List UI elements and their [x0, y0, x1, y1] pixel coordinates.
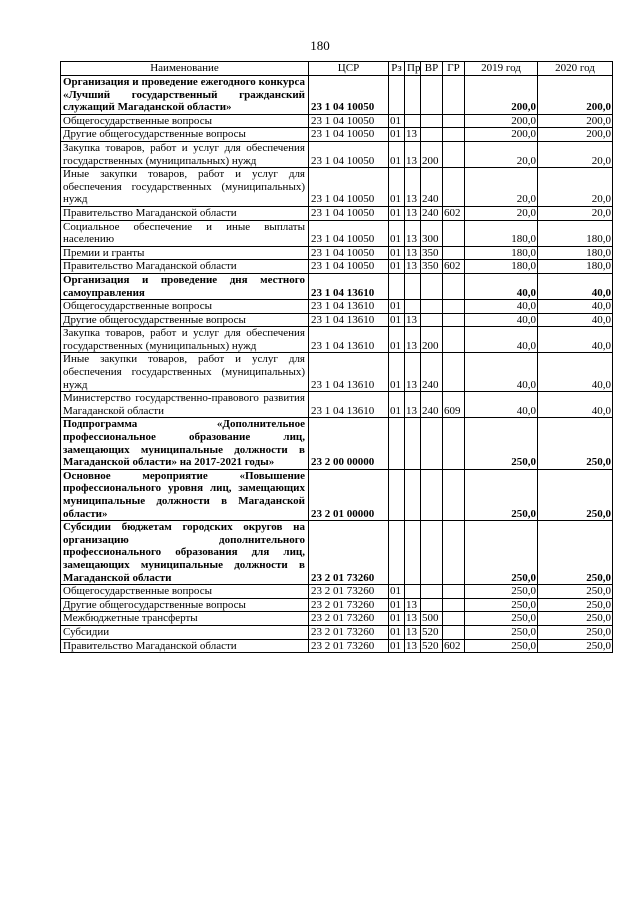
row-rz: 01	[389, 327, 405, 353]
row-2020: 40,0	[538, 353, 613, 392]
row-rz: 01	[389, 353, 405, 392]
table-row	[61, 313, 613, 327]
row-rz: 01	[389, 260, 405, 274]
table-row	[61, 168, 613, 207]
row-vr	[421, 300, 443, 314]
row-vr	[421, 598, 443, 612]
row-pr: 13	[405, 168, 421, 207]
table-row	[61, 469, 613, 520]
row-2020: 250,0	[538, 418, 613, 469]
row-pr: 13	[405, 598, 421, 612]
row-pr	[405, 76, 421, 115]
row-pr	[405, 469, 421, 520]
row-csr: 23 1 04 13610	[309, 392, 389, 418]
row-rz: 01	[389, 220, 405, 246]
row-2019: 250,0	[465, 585, 538, 599]
page-number: 180	[310, 38, 330, 53]
row-csr: 23 2 01 73260	[309, 585, 389, 599]
row-csr: 23 2 01 73260	[309, 598, 389, 612]
table-row	[61, 76, 613, 115]
table-row	[61, 260, 613, 274]
row-csr: 23 2 01 73260	[309, 612, 389, 626]
row-pr	[405, 585, 421, 599]
row-gr	[443, 220, 465, 246]
row-csr: 23 1 04 10050	[309, 220, 389, 246]
row-name: Закупка товаров, работ и услуг для обеспечения государственных (муниципальных) нужд	[61, 141, 309, 167]
row-2020: 20,0	[538, 168, 613, 207]
header-rz: Рз	[389, 62, 405, 76]
table-row	[61, 392, 613, 418]
table-row	[61, 521, 613, 585]
row-2019: 20,0	[465, 141, 538, 167]
row-vr: 200	[421, 327, 443, 353]
row-vr	[421, 128, 443, 142]
row-2019: 250,0	[465, 469, 538, 520]
table-row	[61, 639, 613, 653]
budget-table	[60, 61, 613, 653]
row-vr: 520	[421, 639, 443, 653]
row-csr: 23 1 04 10050	[309, 168, 389, 207]
table-row	[61, 114, 613, 128]
row-2020: 40,0	[538, 313, 613, 327]
row-gr: 609	[443, 392, 465, 418]
row-pr: 13	[405, 206, 421, 220]
row-name: Премии и гранты	[61, 246, 309, 260]
row-2019: 180,0	[465, 220, 538, 246]
row-name: Иные закупки товаров, работ и услуг для обеспечения государственных (муниципальных) нужд	[61, 168, 309, 207]
row-rz: 01	[389, 392, 405, 418]
row-rz: 01	[389, 300, 405, 314]
row-name: Общегосударственные вопросы	[61, 114, 309, 128]
row-name: Межбюджетные трансферты	[61, 612, 309, 626]
table-row	[61, 141, 613, 167]
table-row	[61, 246, 613, 260]
row-rz: 01	[389, 128, 405, 142]
row-2019: 40,0	[465, 327, 538, 353]
row-csr: 23 1 04 13610	[309, 273, 389, 299]
row-2020: 250,0	[538, 585, 613, 599]
row-pr: 13	[405, 220, 421, 246]
row-csr: 23 1 04 10050	[309, 128, 389, 142]
row-pr	[405, 521, 421, 585]
table-row	[61, 300, 613, 314]
row-csr: 23 2 01 00000	[309, 469, 389, 520]
row-rz	[389, 469, 405, 520]
row-gr	[443, 76, 465, 115]
row-2019: 40,0	[465, 313, 538, 327]
header-pr: Пр	[405, 62, 421, 76]
row-2020: 200,0	[538, 114, 613, 128]
table-header-row	[61, 62, 613, 76]
table-row	[61, 585, 613, 599]
table-row	[61, 612, 613, 626]
row-csr: 23 2 01 73260	[309, 521, 389, 585]
row-gr	[443, 353, 465, 392]
row-rz: 01	[389, 585, 405, 599]
header-vr: ВР	[421, 62, 443, 76]
row-vr: 200	[421, 141, 443, 167]
row-2020: 250,0	[538, 598, 613, 612]
row-2019: 40,0	[465, 300, 538, 314]
row-vr	[421, 76, 443, 115]
header-gr: ГР	[443, 62, 465, 76]
row-2019: 40,0	[465, 392, 538, 418]
row-rz	[389, 76, 405, 115]
row-gr: 602	[443, 206, 465, 220]
row-csr: 23 2 00 00000	[309, 418, 389, 469]
row-gr	[443, 313, 465, 327]
row-2019: 200,0	[465, 76, 538, 115]
row-name: Организация и проведение ежегодного конкурса «Лучший государственный гражданский служащий Магаданской области»	[61, 76, 309, 115]
row-pr	[405, 300, 421, 314]
row-gr	[443, 327, 465, 353]
table-row	[61, 206, 613, 220]
row-name: Субсидии	[61, 625, 309, 639]
row-gr	[443, 273, 465, 299]
row-csr: 23 1 04 10050	[309, 141, 389, 167]
table-row	[61, 220, 613, 246]
row-vr: 350	[421, 246, 443, 260]
row-vr: 240	[421, 392, 443, 418]
row-name: Правительство Магаданской области	[61, 260, 309, 274]
header-2019: 2019 год	[465, 62, 538, 76]
row-name: Другие общегосударственные вопросы	[61, 128, 309, 142]
row-pr: 13	[405, 392, 421, 418]
row-pr: 13	[405, 327, 421, 353]
row-rz: 01	[389, 612, 405, 626]
row-gr	[443, 246, 465, 260]
row-gr	[443, 598, 465, 612]
row-pr	[405, 418, 421, 469]
row-pr: 13	[405, 128, 421, 142]
row-2019: 250,0	[465, 625, 538, 639]
table-row	[61, 273, 613, 299]
row-2020: 200,0	[538, 128, 613, 142]
row-2019: 40,0	[465, 353, 538, 392]
row-name: Основное мероприятие «Повышение профессионального уровня лиц, замещающих муниципальные должности в Магаданской области»	[61, 469, 309, 520]
header-name: Наименование	[61, 62, 309, 76]
row-2019: 250,0	[465, 418, 538, 469]
row-vr	[421, 114, 443, 128]
row-2020: 200,0	[538, 76, 613, 115]
row-2020: 40,0	[538, 300, 613, 314]
row-rz: 01	[389, 625, 405, 639]
row-name: Социальное обеспечение и иные выплаты населению	[61, 220, 309, 246]
row-csr: 23 2 01 73260	[309, 639, 389, 653]
row-2019: 250,0	[465, 598, 538, 612]
row-vr: 350	[421, 260, 443, 274]
header-csr: ЦСР	[309, 62, 389, 76]
row-pr: 13	[405, 141, 421, 167]
row-gr	[443, 300, 465, 314]
row-gr	[443, 625, 465, 639]
row-rz	[389, 273, 405, 299]
row-gr: 602	[443, 639, 465, 653]
row-csr: 23 1 04 10050	[309, 246, 389, 260]
row-2019: 200,0	[465, 114, 538, 128]
row-csr: 23 1 04 10050	[309, 114, 389, 128]
table-row	[61, 418, 613, 469]
row-gr	[443, 168, 465, 207]
row-gr: 602	[443, 260, 465, 274]
row-2020: 250,0	[538, 469, 613, 520]
row-name: Правительство Магаданской области	[61, 639, 309, 653]
table-row	[61, 353, 613, 392]
row-2019: 250,0	[465, 639, 538, 653]
row-vr: 240	[421, 206, 443, 220]
row-vr	[421, 469, 443, 520]
row-gr	[443, 114, 465, 128]
header-2020: 2020 год	[538, 62, 613, 76]
row-rz: 01	[389, 206, 405, 220]
row-name: Организация и проведение дня местного самоуправления	[61, 273, 309, 299]
row-2020: 250,0	[538, 639, 613, 653]
row-vr	[421, 521, 443, 585]
row-2019: 250,0	[465, 612, 538, 626]
row-name: Другие общегосударственные вопросы	[61, 313, 309, 327]
row-2020: 250,0	[538, 612, 613, 626]
row-gr	[443, 521, 465, 585]
row-rz: 01	[389, 639, 405, 653]
row-gr	[443, 612, 465, 626]
row-name: Общегосударственные вопросы	[61, 300, 309, 314]
row-name: Общегосударственные вопросы	[61, 585, 309, 599]
row-pr: 13	[405, 612, 421, 626]
row-vr: 300	[421, 220, 443, 246]
row-pr: 13	[405, 313, 421, 327]
row-vr: 240	[421, 353, 443, 392]
row-vr	[421, 585, 443, 599]
row-csr: 23 2 01 73260	[309, 625, 389, 639]
row-vr: 520	[421, 625, 443, 639]
row-csr: 23 1 04 13610	[309, 313, 389, 327]
row-rz: 01	[389, 114, 405, 128]
row-csr: 23 1 04 10050	[309, 260, 389, 274]
row-gr	[443, 128, 465, 142]
row-pr	[405, 114, 421, 128]
row-2020: 20,0	[538, 206, 613, 220]
row-pr: 13	[405, 260, 421, 274]
table-row	[61, 625, 613, 639]
row-2020: 250,0	[538, 625, 613, 639]
row-vr	[421, 418, 443, 469]
row-2020: 180,0	[538, 220, 613, 246]
row-2020: 40,0	[538, 273, 613, 299]
row-rz	[389, 521, 405, 585]
row-2020: 250,0	[538, 521, 613, 585]
row-name: Министерство государственно-правового развития Магаданской области	[61, 392, 309, 418]
row-csr: 23 1 04 13610	[309, 300, 389, 314]
row-vr: 500	[421, 612, 443, 626]
row-csr: 23 1 04 10050	[309, 76, 389, 115]
row-rz: 01	[389, 598, 405, 612]
row-name: Субсидии бюджетам городских округов на организацию дополнительного профессионального образования для лиц, замещающих муниципальные должности в Магаданской области	[61, 521, 309, 585]
row-name: Закупка товаров, работ и услуг для обеспечения государственных (муниципальных) нужд	[61, 327, 309, 353]
row-2020: 180,0	[538, 246, 613, 260]
row-name: Другие общегосударственные вопросы	[61, 598, 309, 612]
row-vr	[421, 273, 443, 299]
row-pr: 13	[405, 353, 421, 392]
row-vr: 240	[421, 168, 443, 207]
row-pr	[405, 273, 421, 299]
row-name: Правительство Магаданской области	[61, 206, 309, 220]
row-gr	[443, 585, 465, 599]
row-2019: 20,0	[465, 206, 538, 220]
row-name: Иные закупки товаров, работ и услуг для обеспечения государственных (муниципальных) нужд	[61, 353, 309, 392]
row-gr	[443, 418, 465, 469]
row-csr: 23 1 04 13610	[309, 353, 389, 392]
row-2019: 250,0	[465, 521, 538, 585]
row-gr	[443, 141, 465, 167]
row-2019: 200,0	[465, 128, 538, 142]
row-pr: 13	[405, 246, 421, 260]
table-row	[61, 598, 613, 612]
row-2020: 180,0	[538, 260, 613, 274]
row-rz: 01	[389, 246, 405, 260]
row-2020: 20,0	[538, 141, 613, 167]
row-rz	[389, 418, 405, 469]
row-rz: 01	[389, 168, 405, 207]
row-2019: 40,0	[465, 273, 538, 299]
row-2019: 180,0	[465, 260, 538, 274]
row-name: Подпрограмма «Дополнительное профессиональное образование лиц, замещающих муниципальные должности в Магаданской области» на 2017-2021 годы»	[61, 418, 309, 469]
row-2019: 180,0	[465, 246, 538, 260]
row-2020: 40,0	[538, 327, 613, 353]
row-rz: 01	[389, 313, 405, 327]
table-row	[61, 327, 613, 353]
row-gr	[443, 469, 465, 520]
row-2020: 40,0	[538, 392, 613, 418]
row-rz: 01	[389, 141, 405, 167]
row-pr: 13	[405, 625, 421, 639]
row-2019: 20,0	[465, 168, 538, 207]
row-vr	[421, 313, 443, 327]
row-csr: 23 1 04 13610	[309, 327, 389, 353]
row-csr: 23 1 04 10050	[309, 206, 389, 220]
table-row	[61, 128, 613, 142]
row-pr: 13	[405, 639, 421, 653]
